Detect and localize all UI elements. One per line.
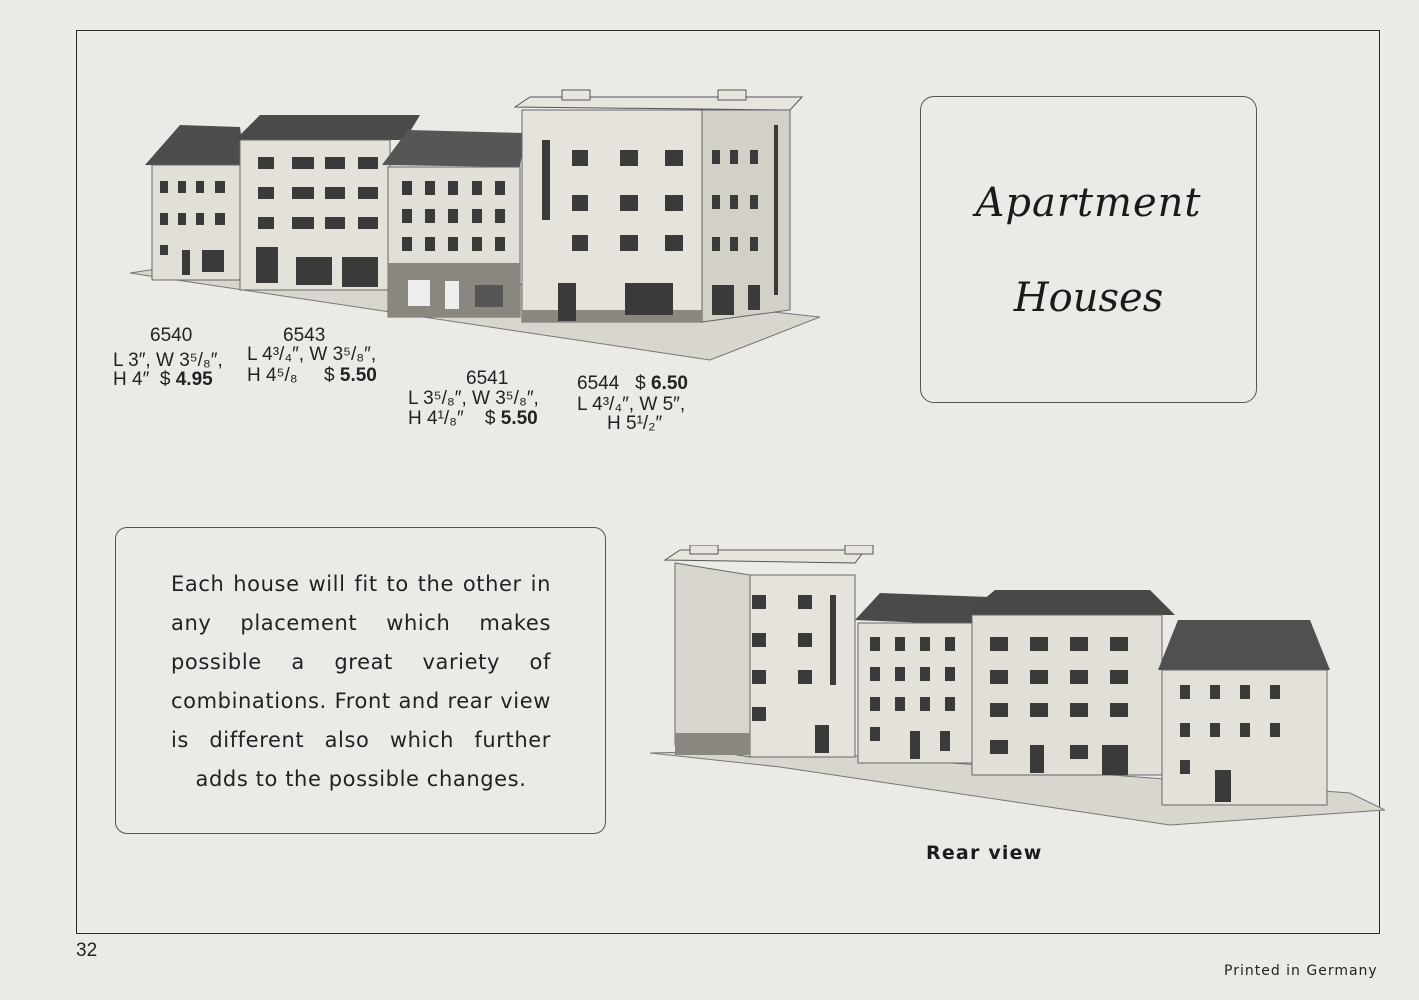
house-6541 (382, 130, 525, 317)
product-6540-height-price: H 4″ $ 4.95 (113, 369, 213, 390)
description-box (115, 527, 606, 834)
house-6540 (145, 125, 245, 280)
product-6541-height-price: H 4¹/₈″ $ 5.50 (408, 408, 538, 429)
rear-view-photo (650, 545, 1385, 830)
product-6540-dims: L 3″, W 3⁵/₈″, (113, 350, 223, 371)
printed-in-footer: Printed in Germany (1224, 963, 1378, 979)
title-line-1: Apartment (975, 180, 1202, 226)
house-6544 (515, 90, 802, 322)
page-number: 32 (76, 940, 98, 961)
description-text: Each house will fit to the other in any placement which makes possible a great variety of combinations. Front and rear view is different also which further adds to the possible changes. (171, 572, 551, 791)
product-6541-number: 6541 (466, 368, 509, 389)
rear-view-caption: Rear view (926, 842, 1043, 864)
product-6544-dims: L 4³/₄″, W 5″, (577, 394, 686, 415)
title-line-2: Houses (1013, 275, 1164, 321)
product-6544-height: H 5¹/₂″ (607, 413, 663, 434)
front-view-photo (120, 85, 820, 365)
title-box (920, 96, 1257, 403)
product-6540-number: 6540 (150, 325, 193, 346)
product-6543-number: 6543 (283, 325, 326, 346)
product-6544-number-price: 6544 $ 6.50 (577, 373, 688, 394)
product-6543-height-price: H 4⁵/₈ $ 5.50 (247, 365, 377, 386)
product-6543-dims: L 4³/₄″, W 3⁵/₈″, (247, 344, 377, 365)
product-6541-dims: L 3⁵/₈″, W 3⁵/₈″, (408, 388, 539, 409)
